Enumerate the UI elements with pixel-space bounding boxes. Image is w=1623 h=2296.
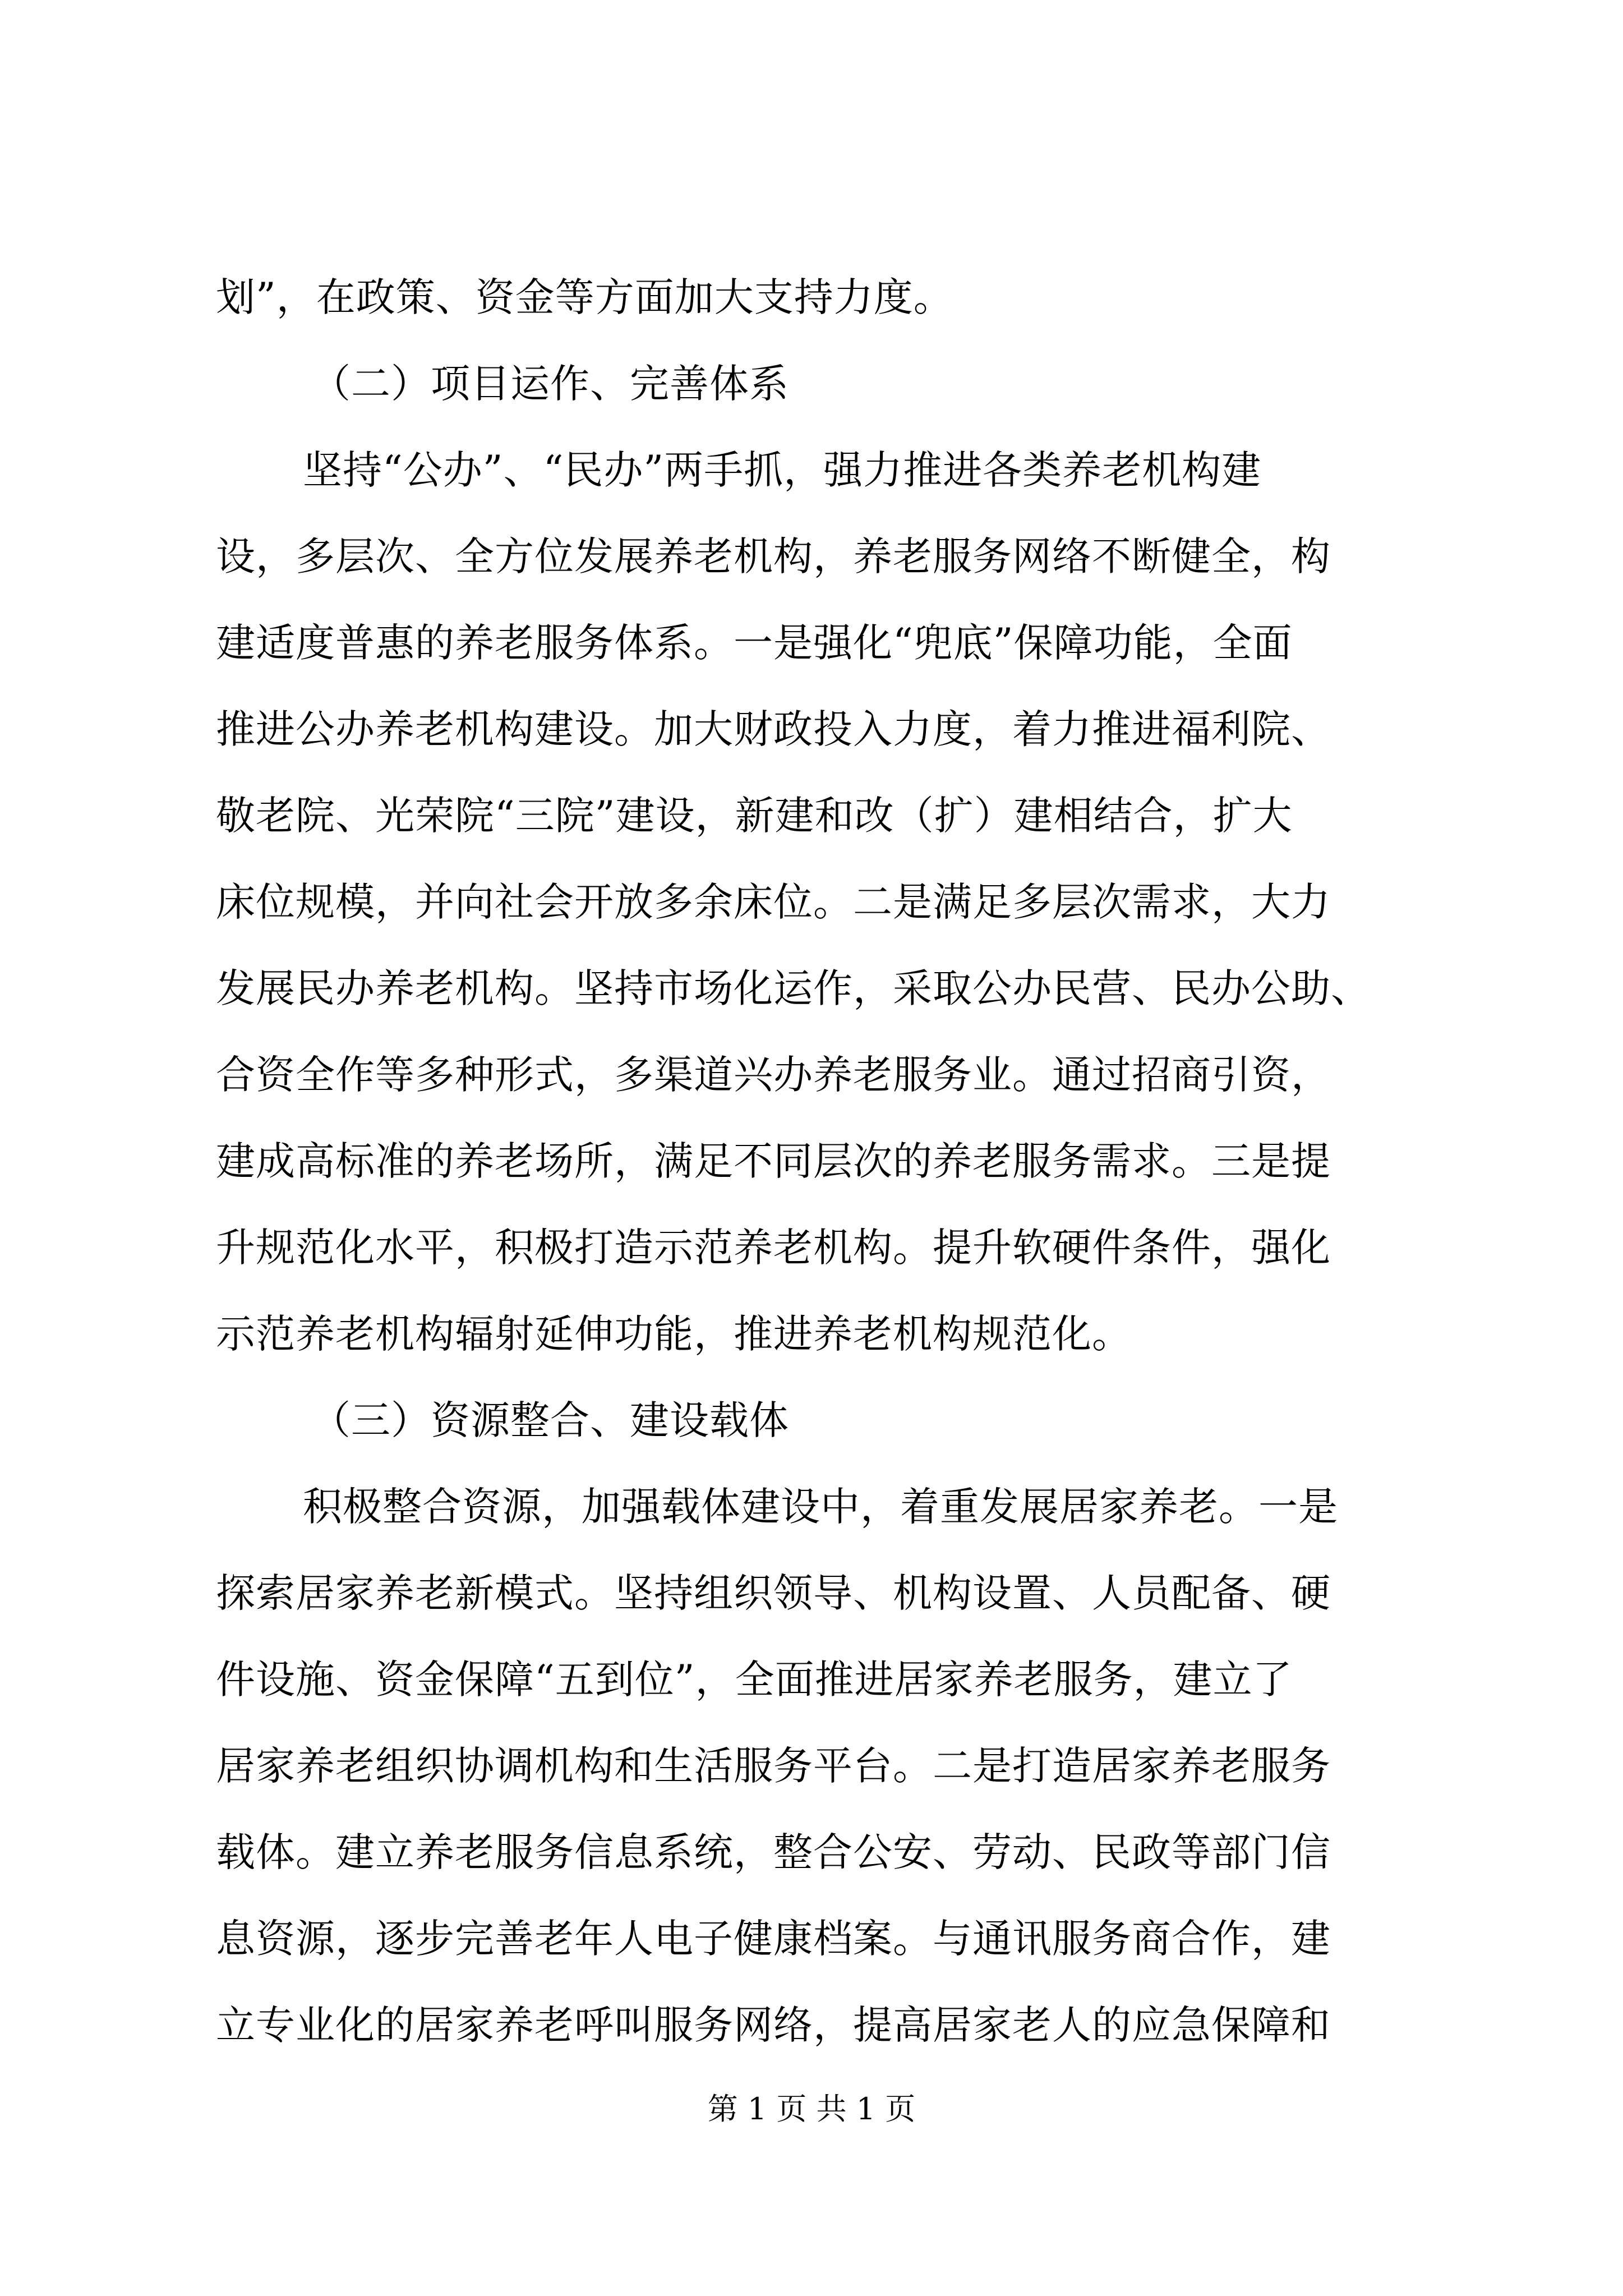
- text-line: 升规范化水平，积极打造示范养老机构。提升软硬件条件，强化: [216, 1225, 1331, 1271]
- text-line: 设，多层次、全方位发展养老机构，养老服务网络不断健全，构: [216, 533, 1331, 579]
- page-footer: 第 1 页 共 1 页: [707, 2091, 916, 2127]
- text-line: 居家养老组织协调机构和生活服务平台。二是打造居家养老服务: [216, 1743, 1331, 1789]
- text-line: 探索居家养老新模式。坚持组织领导、机构设置、人员配备、硬: [216, 1570, 1331, 1616]
- text-line: 息资源，逐步完善老年人电子健康档案。与通讯服务商合作，建: [216, 1916, 1331, 1962]
- text-line: 合资全作等多种形式，多渠道兴办养老服务业。通过招商引资，: [216, 1052, 1331, 1098]
- section-heading: （三）资源整合、建设载体: [311, 1397, 789, 1443]
- paragraph-first-line: 积极整合资源，加强载体建设中，着重发展居家养老。一是: [303, 1484, 1338, 1530]
- text-line: 划”，在政策、资金等方面加大支持力度。: [216, 274, 953, 320]
- text-line: 载体。建立养老服务信息系统，整合公安、劳动、民政等部门信: [216, 1829, 1331, 1875]
- text-line: 建适度普惠的养老服务体系。一是强化“兜底”保障功能，全面: [216, 620, 1293, 666]
- text-line: 推进公办养老机构建设。加大财政投入力度，着力推进福利院、: [216, 706, 1331, 752]
- text-line: 立专业化的居家养老呼叫服务网络，提高居家老人的应急保障和: [216, 2002, 1331, 2048]
- text-line: 敬老院、光荣院“三院”建设，新建和改（扩）建相结合，扩大: [216, 793, 1293, 839]
- text-line: 件设施、资金保障“五到位”，全面推进居家养老服务，建立了: [216, 1657, 1293, 1703]
- text-line: 建成高标准的养老场所，满足不同层次的养老服务需求。三是提: [216, 1138, 1331, 1184]
- section-heading: （二）项目运作、完善体系: [311, 361, 789, 407]
- paragraph-first-line: 坚持“公办”、“民办”两手抓，强力推进各类养老机构建: [303, 447, 1262, 493]
- text-line: 发展民办养老机构。坚持市场化运作，采取公办民营、民办公助、: [216, 965, 1371, 1011]
- text-line: 床位规模，并向社会开放多余床位。二是满足多层次需求，大力: [216, 879, 1331, 925]
- text-line: 示范养老机构辐射延伸功能，推进养老机构规范化。: [216, 1311, 1132, 1357]
